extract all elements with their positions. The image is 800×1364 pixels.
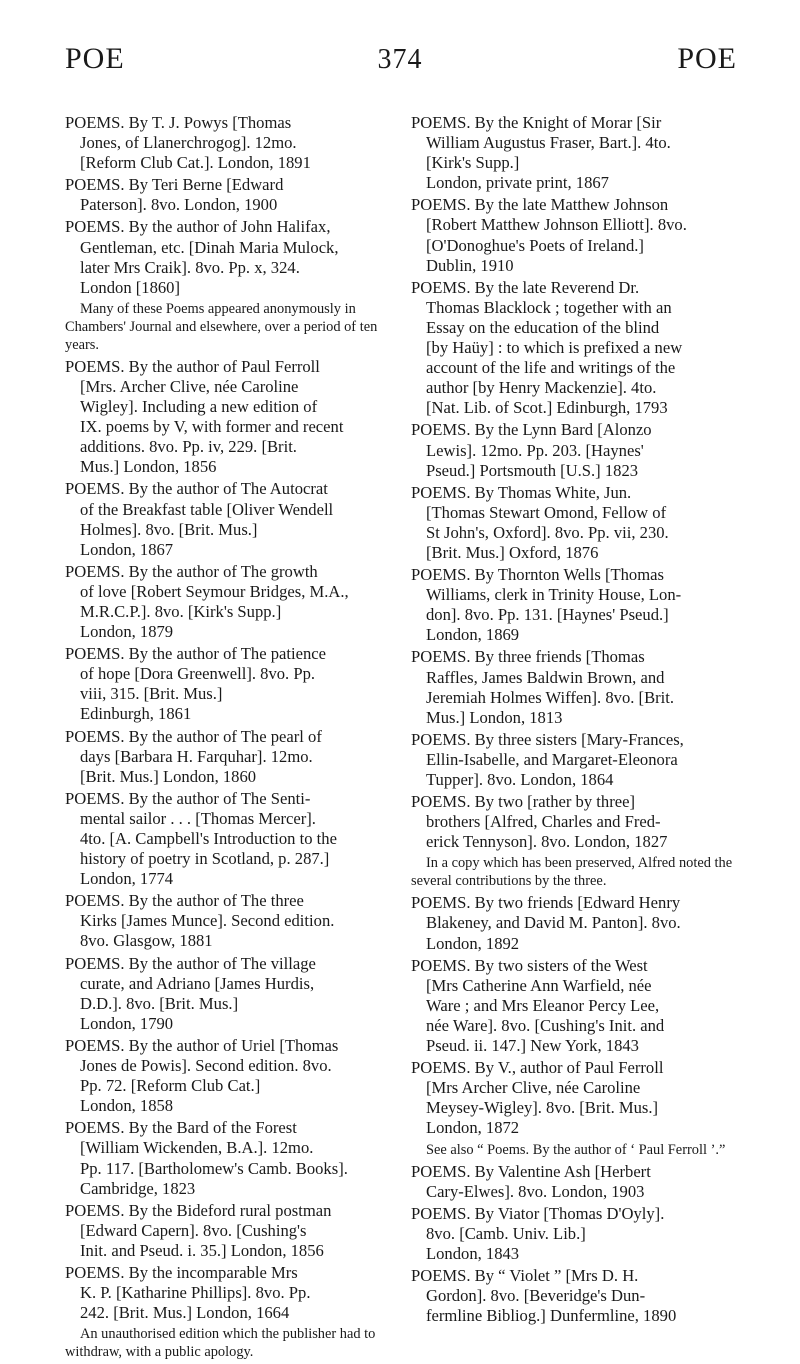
entry-line: [Thomas Stewart Omond, Fellow of xyxy=(426,502,667,522)
entry-note: See also “ Poems. By the author of ‘ Paul Ferroll ’.” xyxy=(426,1141,726,1158)
entry-line: POEMS. By “ Violet ” [Mrs D. H. xyxy=(411,1265,639,1285)
entry-note: Many of these Poems appeared anonymously in Chambers' Journal and elsewhere, over a period of ten years. xyxy=(65,300,378,353)
entry-line: Lewis]. 12mo. Pp. 203. [Haynes' xyxy=(426,440,644,460)
entry-line: London, 1879 xyxy=(80,622,174,642)
bibliography-entry xyxy=(65,1263,390,1323)
running-head-right: POE xyxy=(677,42,737,75)
entry-line: don]. 8vo. Pp. 131. [Haynes' Pseud.] xyxy=(426,605,669,625)
entry-line: London, 1869 xyxy=(426,625,520,645)
entry-line: [Nat. Lib. of Scot.] Edinburgh, 1793 xyxy=(426,398,668,418)
bibliography-entry xyxy=(65,357,390,478)
entry-line: later Mrs Craik]. 8vo. Pp. x, 324. xyxy=(80,257,300,277)
entry-line: London, 1858 xyxy=(80,1096,174,1116)
page-header xyxy=(0,0,800,90)
entry-line: Holmes]. 8vo. [Brit. Mus.] xyxy=(80,519,258,539)
entry-line: Raffles, James Baldwin Brown, and xyxy=(426,667,665,687)
bibliography-entry xyxy=(65,789,390,889)
entry-line: Cambridge, 1823 xyxy=(80,1178,196,1198)
entry-line: Meysey-Wigley]. 8vo. [Brit. Mus.] xyxy=(426,1098,659,1118)
entry-line: POEMS. By the author of Uriel [Thomas xyxy=(65,1035,339,1055)
entry-line: POEMS. By the Knight of Morar [Sir xyxy=(411,113,662,132)
entry-line: London, 1774 xyxy=(80,869,174,889)
bibliography-entry xyxy=(65,217,390,297)
entry-line: M.R.C.P.]. 8vo. [Kirk's Supp.] xyxy=(80,601,282,621)
bibliography-entry xyxy=(411,893,736,953)
entry-line: POEMS. By the author of The Autocrat xyxy=(65,479,328,499)
entry-line: [Mrs. Archer Clive, née Caroline xyxy=(80,376,299,396)
entry-line: curate, and Adriano [James Hurdis, xyxy=(80,973,315,993)
entry-line: history of poetry in Scotland, p. 287.] xyxy=(80,849,330,869)
entry-line: Kirks [James Munce]. Second edition. xyxy=(80,911,335,931)
entry-line: days [Barbara H. Farquhar]. 12mo. xyxy=(80,746,313,766)
entry-line: [Robert Matthew Johnson Elliott]. 8vo. xyxy=(426,215,687,235)
entry-line: Tupper]. 8vo. London, 1864 xyxy=(426,770,614,789)
bibliography-entry xyxy=(411,1204,736,1264)
entry-line: POEMS. By two sisters of the West xyxy=(411,955,648,975)
entry-line: POEMS. By the late Matthew Johnson xyxy=(411,195,669,215)
entry-line: brothers [Alfred, Charles and Fred- xyxy=(426,812,661,832)
bibliography-entry xyxy=(65,644,390,724)
entry-line: Pp. 72. [Reform Club Cat.] xyxy=(80,1076,261,1096)
entry-line: London, 1872 xyxy=(426,1118,520,1138)
entry-line: Dublin, 1910 xyxy=(426,255,514,275)
entry-line: POEMS. By the author of The three xyxy=(65,891,304,911)
bibliography-entry xyxy=(65,954,390,1034)
entry-line: POEMS. By Viator [Thomas D'Oyly]. xyxy=(411,1203,665,1223)
entry-line: POEMS. By two [rather by three] xyxy=(411,792,635,812)
entry-line: [O'Donoghue's Poets of Ireland.] xyxy=(426,235,644,255)
bibliography-entry xyxy=(65,1201,390,1261)
bibliography-entry xyxy=(411,792,736,852)
entry-line: POEMS. By V., author of Paul Ferroll xyxy=(411,1058,664,1078)
entry-line: Jeremiah Holmes Wiffen]. 8vo. [Brit. xyxy=(426,687,675,707)
entry-line: POEMS. By the author of The village xyxy=(65,953,316,973)
entry-line: Gentleman, etc. [Dinah Maria Mulock, xyxy=(80,237,339,257)
entry-note: An unauthorised edition which the publisher had to withdraw, with a public apology. xyxy=(65,1326,376,1361)
entry-line: Paterson]. 8vo. London, 1900 xyxy=(80,195,278,215)
entry-line: London, 1843 xyxy=(426,1243,520,1263)
bibliography-entry xyxy=(411,1162,736,1202)
entry-line: Jones de Powis]. Second edition. 8vo. xyxy=(80,1056,332,1076)
entry-line: POEMS. By three friends [Thomas xyxy=(411,647,645,667)
entry-line: of love [Robert Seymour Bridges, M.A., xyxy=(80,581,349,601)
entry-line: Blakeney, and David M. Panton]. 8vo. xyxy=(426,913,681,933)
entry-line: POEMS. By Valentine Ash [Herbert xyxy=(411,1161,651,1181)
page-number: 374 xyxy=(377,44,423,75)
bibliography-entry xyxy=(65,113,390,173)
bibliography-entry xyxy=(411,278,736,419)
entry-line: account of the life and writings of the xyxy=(426,358,676,378)
bibliography-entry xyxy=(411,956,736,1056)
entry-line: [by Haüy] : to which is prefixed a new xyxy=(426,338,683,358)
entry-line: Wigley]. Including a new edition of xyxy=(80,397,318,417)
bibliography-entry xyxy=(411,647,736,727)
entry-note: In a copy which has been preserved, Alfred noted the several contributions by the three. xyxy=(411,855,733,890)
entry-line: POEMS. By three sisters [Mary-Frances, xyxy=(411,729,684,749)
entry-line: Init. and Pseud. i. 35.] London, 1856 xyxy=(80,1240,324,1260)
entry-line: POEMS. By the author of The Senti- xyxy=(65,788,311,808)
entry-line: [Mrs Catherine Ann Warfield, née xyxy=(426,975,652,995)
entry-line: of the Breakfast table [Oliver Wendell xyxy=(80,499,334,519)
entry-line: [William Wickenden, B.A.]. 12mo. xyxy=(80,1138,314,1158)
entry-line: POEMS. By the author of The pearl of xyxy=(65,726,322,746)
bibliography-entry xyxy=(65,727,390,787)
entry-line: POEMS. By Thomas White, Jun. xyxy=(411,482,632,502)
bibliography-entry xyxy=(65,1118,390,1198)
entry-line: née Ware]. 8vo. [Cushing's Init. and xyxy=(426,1015,665,1035)
right-column xyxy=(411,113,736,1328)
entry-line: POEMS. By the author of Paul Ferroll xyxy=(65,356,320,376)
entry-line: Pseud.] Portsmouth [U.S.] 1823 xyxy=(426,460,639,480)
entry-line: London, 1867 xyxy=(80,539,174,559)
entry-line: 242. [Brit. Mus.] London, 1664 xyxy=(80,1303,290,1323)
entry-line: mental sailor . . . [Thomas Mercer]. xyxy=(80,808,316,828)
entry-line: POEMS. By two friends [Edward Henry xyxy=(411,893,681,913)
entry-line: [Reform Club Cat.]. London, 1891 xyxy=(80,153,311,173)
entry-line: POEMS. By T. J. Powys [Thomas xyxy=(65,113,292,132)
bibliography-entry xyxy=(411,113,736,193)
entry-line: POEMS. By the Lynn Bard [Alonzo xyxy=(411,420,652,440)
entry-line: POEMS. By the incomparable Mrs xyxy=(65,1262,298,1282)
entry-line: of hope [Dora Greenwell]. 8vo. Pp. xyxy=(80,664,316,684)
entry-line: [Edward Capern]. 8vo. [Cushing's xyxy=(80,1220,307,1240)
entry-line: 8vo. [Camb. Univ. Lib.] xyxy=(426,1223,586,1243)
entry-line: Edinburgh, 1861 xyxy=(80,704,192,724)
bibliography-entry xyxy=(411,1058,736,1138)
entry-line: POEMS. By the author of John Halifax, xyxy=(65,217,331,237)
entry-line: K. P. [Katharine Phillips]. 8vo. Pp. xyxy=(80,1283,311,1303)
entry-line: additions. 8vo. Pp. iv, 229. [Brit. xyxy=(80,437,297,457)
bibliography-entry xyxy=(65,1036,390,1116)
bibliography-entry xyxy=(65,479,390,559)
entry-line: IX. poems by V, with former and recent xyxy=(80,417,344,437)
running-head-left: POE xyxy=(65,42,125,75)
entry-line: POEMS. By the author of The patience xyxy=(65,644,326,664)
bibliography-entry xyxy=(411,730,736,790)
entry-line: Williams, clerk in Trinity House, Lon- xyxy=(426,585,682,605)
entry-line: [Mrs Archer Clive, née Caroline xyxy=(426,1078,641,1098)
entry-line: London [1860] xyxy=(80,277,181,297)
entry-line: William Augustus Fraser, Bart.]. 4to. xyxy=(426,133,671,153)
entry-line: Ellin-Isabelle, and Margaret-Eleonora xyxy=(426,749,678,769)
entry-line: Gordon]. 8vo. [Beveridge's Dun- xyxy=(426,1286,646,1306)
entry-line: author [by Henry Mackenzie]. 4to. xyxy=(426,378,657,398)
entry-line: POEMS. By the late Reverend Dr. xyxy=(411,277,640,297)
entry-line: Thomas Blacklock ; together with an xyxy=(426,297,672,317)
entry-line: [Brit. Mus.] Oxford, 1876 xyxy=(426,542,599,562)
entry-line: London, 1892 xyxy=(426,933,520,953)
entry-line: London, private print, 1867 xyxy=(426,173,609,193)
entry-line: viii, 315. [Brit. Mus.] xyxy=(80,684,223,704)
bibliography-entry xyxy=(65,175,390,215)
entry-line: Pseud. ii. 147.] New York, 1843 xyxy=(426,1036,639,1056)
entry-line: fermline Bibliog.] Dunfermline, 1890 xyxy=(426,1306,677,1326)
bibliography-entry xyxy=(411,483,736,563)
entry-line: St John's, Oxford]. 8vo. Pp. vii, 230. xyxy=(426,522,669,542)
bibliography-entry xyxy=(65,891,390,951)
bibliography-entry xyxy=(411,565,736,645)
entry-line: erick Tennyson]. 8vo. London, 1827 xyxy=(426,832,668,852)
entry-line: Pp. 117. [Bartholomew's Camb. Books]. xyxy=(80,1158,348,1178)
entry-line: Mus.] London, 1856 xyxy=(80,457,217,477)
bibliography-entry xyxy=(411,1266,736,1326)
bibliography-entry xyxy=(411,420,736,480)
entry-line: POEMS. By the Bideford rural postman xyxy=(65,1200,332,1220)
entry-line: Jones, of Llanerchrogog]. 12mo. xyxy=(80,133,297,153)
bibliography-entry xyxy=(65,562,390,642)
entry-line: Cary-Elwes]. 8vo. London, 1903 xyxy=(426,1181,645,1201)
entry-line: 4to. [A. Campbell's Introduction to the xyxy=(80,829,337,848)
entry-line: Mus.] London, 1813 xyxy=(426,707,563,727)
entry-line: [Brit. Mus.] London, 1860 xyxy=(80,766,257,786)
entry-line: D.D.]. 8vo. [Brit. Mus.] xyxy=(80,993,239,1013)
entry-line: [Kirk's Supp.] xyxy=(426,153,520,173)
entry-line: Essay on the education of the blind xyxy=(426,317,660,337)
entry-line: POEMS. By the Bard of the Forest xyxy=(65,1118,297,1138)
bibliography-entry xyxy=(411,195,736,275)
entry-line: POEMS. By the author of The growth xyxy=(65,561,318,581)
entry-line: 8vo. Glasgow, 1881 xyxy=(80,931,213,951)
left-column xyxy=(65,113,390,1364)
entry-line: POEMS. By Teri Berne [Edward xyxy=(65,175,284,195)
entry-line: London, 1790 xyxy=(80,1013,174,1033)
entry-line: POEMS. By Thornton Wells [Thomas xyxy=(411,565,664,585)
entry-line: Ware ; and Mrs Eleanor Percy Lee, xyxy=(426,995,660,1015)
